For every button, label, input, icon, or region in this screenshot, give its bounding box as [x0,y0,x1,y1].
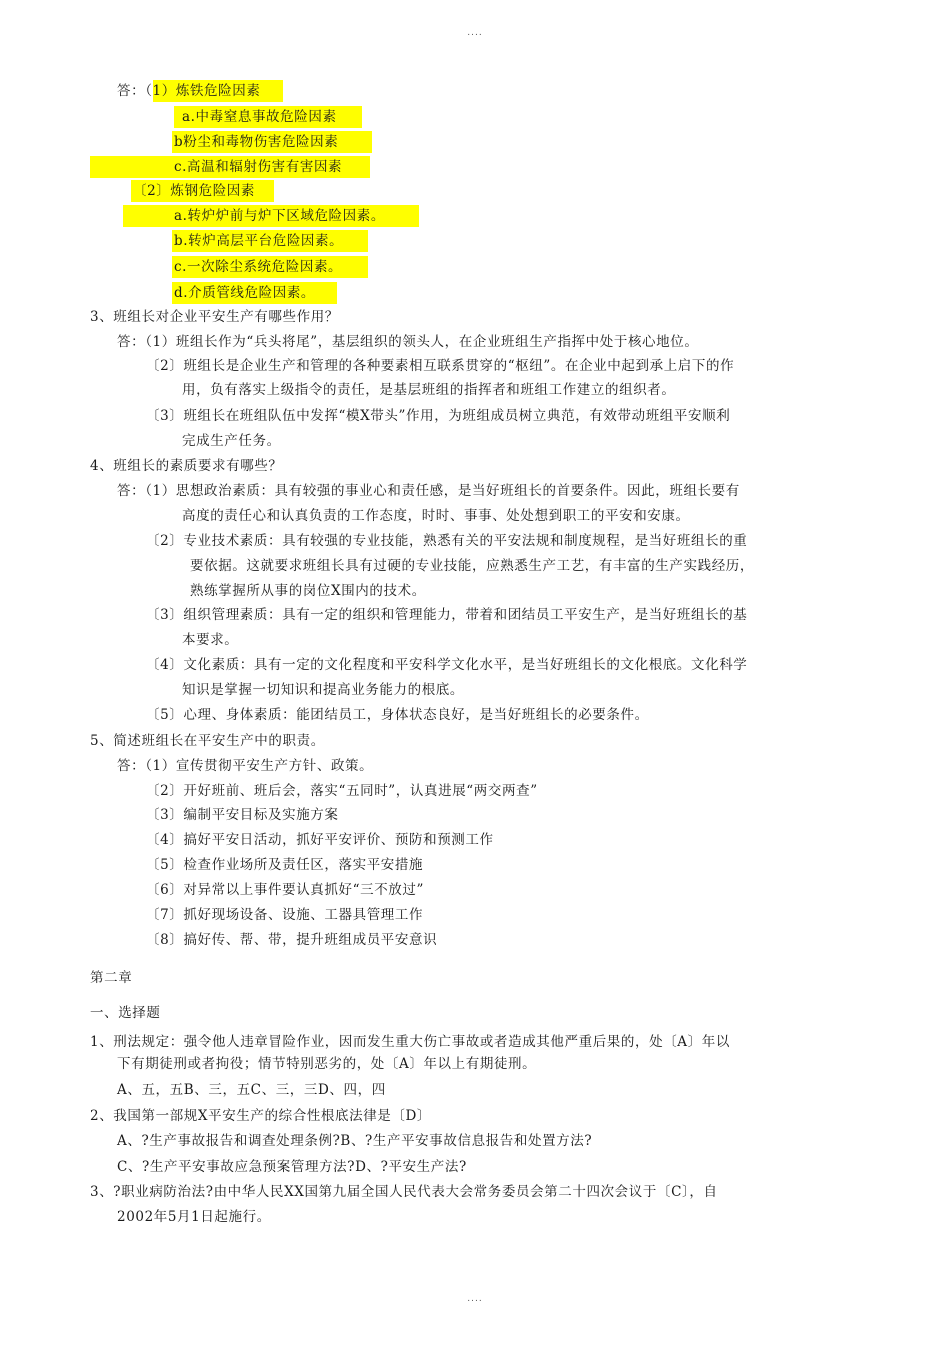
answer-4-2-cont: 要依据。这就要求班组长具有过硬的专业技能，应熟悉生产工艺，有丰富的生产实践经历， [190,558,754,574]
mcq-3-cont: 2002年5月1日起施行。 [117,1209,271,1225]
answer-5-7: 〔7〕抓好现场设备、设施、工器具管理工作 [146,907,424,923]
footer-dots: .... [467,1294,483,1304]
answer-3-3: 〔3〕班组长在班组队伍中发挥“模X带头”作用，为班组成员树立典范，有效带动班组平安顺利 [146,408,731,424]
answer-5-8: 〔8〕搞好传、帮、带，提升班组成员平安意识 [146,932,438,948]
answer-2-sub2-c: c.一次除尘系统危险因素。 [174,259,343,275]
answer-3-2: 〔2〕班组长是企业生产和管理的各种要素相互联系贯穿的“枢纽”。在企业中起到承上启下的作 [146,358,735,374]
answer-3-2-cont: 用，负有落实上级指令的责任，是基层班组的指挥者和班组工作建立的组织者。 [182,382,676,398]
question-3: 3、班组长对企业平安生产有哪些作用？ [90,309,339,325]
answer-2-sub2-a: a.转炉炉前与炉下区域危险因素。 [174,208,385,224]
answer-4-2-cont2: 熟练掌握所从事的岗位X围内的技术。 [190,583,426,599]
answer-5-6: 〔6〕对异常以上事件要认真抓好“三不放过” [146,882,424,898]
mcq-1: 1、刑法规定：强令他人违章冒险作业，因而发生重大伤亡事故或者造成其他严重后果的，处〔A〕年以 [90,1034,730,1050]
answer-3-3-cont: 完成生产任务。 [182,433,281,449]
answer-4-5: 〔5〕心理、身体素质：能团结员工，身体状态良好，是当好班组长的必要条件。 [146,707,649,723]
answer-4-1-cont: 高度的责任心和认真负责的工作态度，时时、事事、处处想到职工的平安和安康。 [182,508,690,524]
answer-4-1: 答：（1）思想政治素质：具有较强的事业心和责任感，是当好班组长的首要条件。因此，班组长要有 [117,483,740,499]
answer-5-3: 〔3〕编制平安目标及实施方案 [146,807,339,823]
mcq-1-cont: 下有期徒刑或者拘役；情节特别恶劣的，处〔A〕年以上有期徒刑。 [117,1056,537,1072]
answer-2-line: 答：（1）炼铁危险因素 [117,83,261,99]
answer-5-4: 〔4〕搞好平安日活动，抓好平安评价、预防和预测工作 [146,832,494,848]
answer-4-4-cont: 知识是掌握一切知识和提高业务能力的根底。 [182,682,464,698]
answer-5-2: 〔2〕开好班前、班后会，落实“五同时”，认真进展“两交两查” [146,783,538,799]
answer-5-5: 〔5〕检查作业场所及责任区，落实平安措施 [146,857,424,873]
answer-3-1: 答：（1）班组长作为“兵头将尾”，基层组织的领头人，在企业班组生产指挥中处于核心地位。 [117,334,699,350]
mcq-2-options-ab: A、?生产事故报告和调查处理条例?B、?生产平安事故信息报告和处置方法? [117,1133,593,1149]
answer-4-2: 〔2〕专业技术素质：具有较强的专业技能，熟悉有关的平安法规和制度规程，是当好班组长的重 [146,533,748,549]
answer-2-item-c: c.高温和辐射伤害有害因素 [174,159,343,175]
mcq-2: 2、我国第一部规X平安生产的综合性根底法律是〔D〕 [90,1108,432,1124]
answer-2-item-b: b粉尘和毒物伤害危险因素 [174,134,339,150]
mcq-2-options-cd: C、?生产平安事故应急预案管理方法?D、?平安生产法? [117,1159,467,1175]
mcq-1-options: A、五，五B、三，五C、三，三D、四，四 [117,1082,386,1098]
section-title: 一、选择题 [90,1005,161,1021]
header-dots: .... [467,28,483,38]
mcq-3: 3、?职业病防治法?由中华人民XX国第九届全国人民代表大会常务委员会第二十四次会议于〔C〕，自 [90,1184,718,1200]
chapter-title: 第二章 [90,970,133,986]
answer-2-sub2: 〔2〕炼钢危险因素 [133,183,255,199]
answer-2-sub2-b: b.转炉高层平台危险因素。 [174,233,344,249]
question-5: 5、简述班组长在平安生产中的职责。 [90,733,325,749]
answer-4-3: 〔3〕组织管理素质：具有一定的组织和管理能力，带着和团结员工平安生产，是当好班组长的基 [146,607,748,623]
answer-2-sub2-d: d.介质管线危险因素。 [174,285,316,301]
answer-4-3-cont: 本要求。 [182,632,239,648]
question-4: 4、班组长的素质要求有哪些？ [90,458,283,474]
answer-4-4: 〔4〕文化素质：具有一定的文化程度和平安科学文化水平，是当好班组长的文化根底。文化科学 [146,657,748,673]
answer-5-1: 答：（1）宣传贯彻平安生产方针、政策。 [117,758,374,774]
answer-2-item-a: a.中毒窒息事故危险因素 [182,109,337,125]
